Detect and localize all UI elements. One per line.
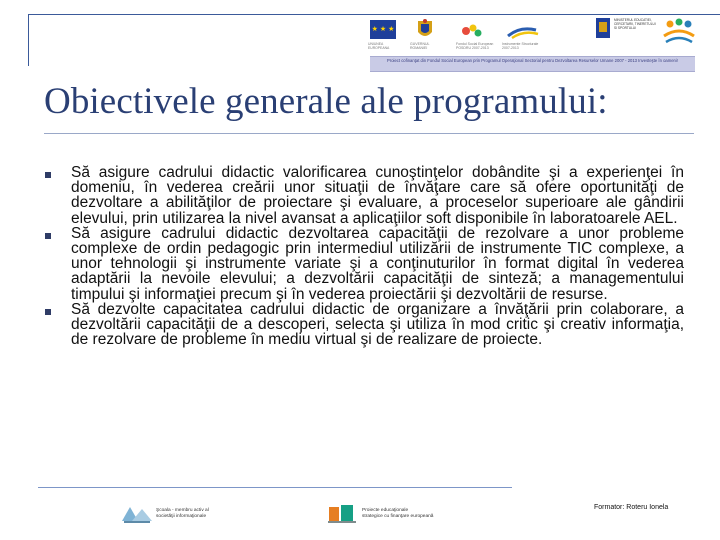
footer-logo2-line1: Proiecte educaţionale <box>362 508 409 513</box>
footer-logo1-line2: societăţii informaţionale <box>156 514 207 519</box>
ro-caption: GUVERNUL ROMANIEI <box>410 42 430 50</box>
ministry-crest-icon <box>594 16 612 42</box>
hands-book-icon <box>120 503 154 525</box>
header-logos <box>368 16 698 54</box>
objective-text: Să asigure cadrului didactic dezvoltarea capacităţii de rezolvare a unor probleme complexe de ordin pedagogic prin intermediul utilizării de instrumente TIC complexe, a unor tehnologii şi instrumente variate şi a conţinuturilor în format digital în vederea adaptării la nevoile elevului; a dezvoltării capacităţii de sinteză; a managementului timpului şi informaţiei precum şi în vederea proiectării şi dezvoltării de resurse. <box>71 224 684 303</box>
romania-coat-of-arms-icon <box>416 18 434 42</box>
objective-item <box>44 226 684 302</box>
pos-caption: Instrumente Structurale 2007-2013 <box>502 42 539 50</box>
eu-caption: UNIUNEA EUROPEANA <box>368 42 390 50</box>
funding-banner: Proiect cofinanţat din Fondul Social European prin Programul Operaţional Sectorial pentru Dezvoltarea Resurselor Umane 2007 - 2013 Investeşte în oameni! <box>370 56 695 72</box>
fse-caption: Fondul Social European POSDRU 2007-2013 <box>456 42 494 50</box>
footer-divider <box>38 487 512 488</box>
frame-left-line <box>28 14 29 66</box>
eu-flag-icon: ★ ★ ★ <box>370 20 396 39</box>
objective-item <box>44 302 684 348</box>
people-logo-icon <box>662 18 696 48</box>
page-title: Obiectivele generale ale programului: <box>44 81 608 122</box>
formator-credit: Formator: Roteru Ionela <box>594 504 669 511</box>
title-divider <box>44 133 694 134</box>
ministry-name: MINISTERUL EDUCATIEI, CERCETARII, TINERETULUI SI SPORTULUI <box>614 18 656 30</box>
frame-top-line <box>28 14 720 15</box>
square-bullet-icon <box>45 172 51 178</box>
objective-text: Să asigure cadrului didactic valorificarea cunoştinţelor dobândite şi a experienţei în domeniu, în vederea creării unor situaţii de învăţare care să ofere oportunităţi de dezvoltare a abilităţilor de proiectare şi evaluare, a proceselor superioare ale gândirii elevului, prin utilizarea la nivel avansat a aplicaţiilor soft disponibile în laboratoarele AEL. <box>71 164 684 227</box>
footer-logo2-line2: strategice cu finanţare europeană <box>362 514 434 519</box>
fse-logo-icon <box>460 22 484 40</box>
objectives-list <box>44 165 684 347</box>
square-bullet-icon <box>45 233 51 239</box>
footer-logo1-line1: Şcoala - membru activ al <box>156 508 209 513</box>
strategic-projects-icon <box>326 503 358 525</box>
objective-text: Să dezvolte capacitatea cadrului didactic de organizare a învăţării prin colaborare, a dezvoltării capacităţii de a descoperi, selecta şi utiliza în mod critic şi creativ informaţia, de rezolvare de probleme în mediu virtual şi de realizare de proiecte. <box>71 300 684 349</box>
instrumente-structurale-icon <box>506 24 540 40</box>
objective-item <box>44 165 684 226</box>
square-bullet-icon <box>45 309 51 315</box>
